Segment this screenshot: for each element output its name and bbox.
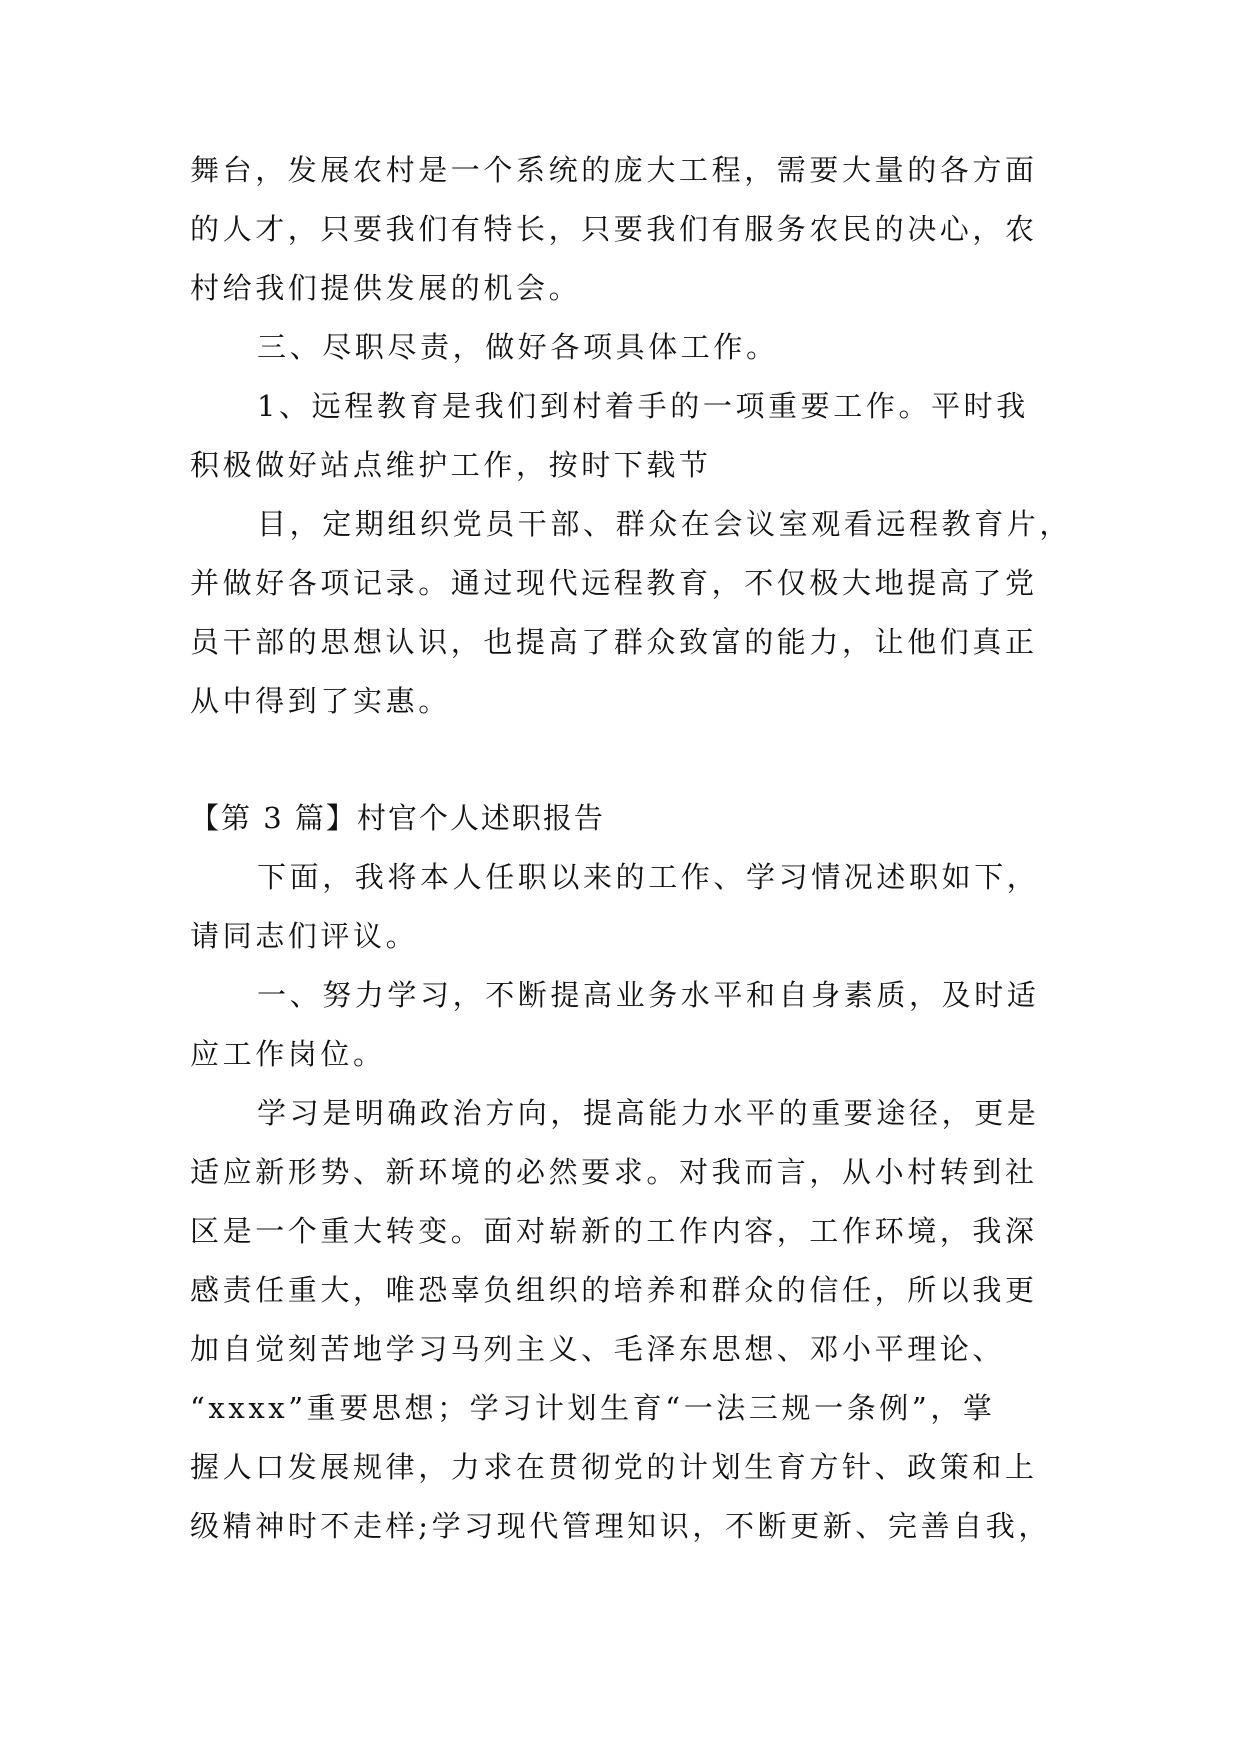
text-line: 积极做好站点维护工作，按时下载节 xyxy=(190,448,712,482)
text-line: 舞台，发展农村是一个系统的庞大工程，需要大量的各方面 xyxy=(190,153,1038,187)
text-line: 应工作岗位。 xyxy=(190,1037,386,1071)
text-line: 级精神时不走样;学习现代管理知识，不断更新、完善自我， xyxy=(190,1509,1051,1543)
text-line: 目，定期组织党员干部、群众在会议室观看远程教育片， xyxy=(257,507,1073,541)
text-line: 1、远程教育是我们到村着手的一项重要工作。平时我 xyxy=(257,389,1029,423)
text-line: 下面，我将本人任职以来的工作、学习情况述职如下， xyxy=(257,860,1040,894)
text-line: 员干部的思想认识，也提高了群众致富的能力，让他们真正 xyxy=(190,625,1038,659)
text-line: 加自觉刻苦地学习马列主义、毛泽东思想、邓小平理论、 xyxy=(190,1332,1006,1366)
text-line: 适应新形势、新环境的必然要求。对我而言，从小村转到社 xyxy=(190,1155,1038,1189)
text-line: 感责任重大，唯恐辜负组织的培养和群众的信任，所以我更 xyxy=(190,1273,1038,1307)
text-line: 学习是明确政治方向，提高能力水平的重要途径，更是 xyxy=(257,1096,1040,1130)
section-heading: 一、努力学习，不断提高业务水平和自身素质，及时适 xyxy=(257,978,1040,1012)
text-line: 区是一个重大转变。面对崭新的工作内容，工作环境，我深 xyxy=(190,1214,1038,1248)
section-heading: 三、尽职尽责，做好各项具体工作。 xyxy=(257,330,779,364)
text-line: 的人才，只要我们有特长，只要我们有服务农民的决心，农 xyxy=(190,212,1038,246)
article-title: 【第 3 篇】村官个人述职报告 xyxy=(190,801,605,835)
text-line: 请同志们评议。 xyxy=(190,919,419,953)
text-line: 从中得到了实惠。 xyxy=(190,684,451,718)
text-line: 握人口发展规律，力求在贯彻党的计划生育方针、政策和上 xyxy=(190,1450,1038,1484)
text-line: “xxxx”重要思想；学习计划生育“一法三规一条例”，掌 xyxy=(190,1391,996,1425)
text-line: 村给我们提供发展的机会。 xyxy=(190,271,582,305)
text-line: 并做好各项记录。通过现代远程教育，不仅极大地提高了党 xyxy=(190,566,1038,600)
